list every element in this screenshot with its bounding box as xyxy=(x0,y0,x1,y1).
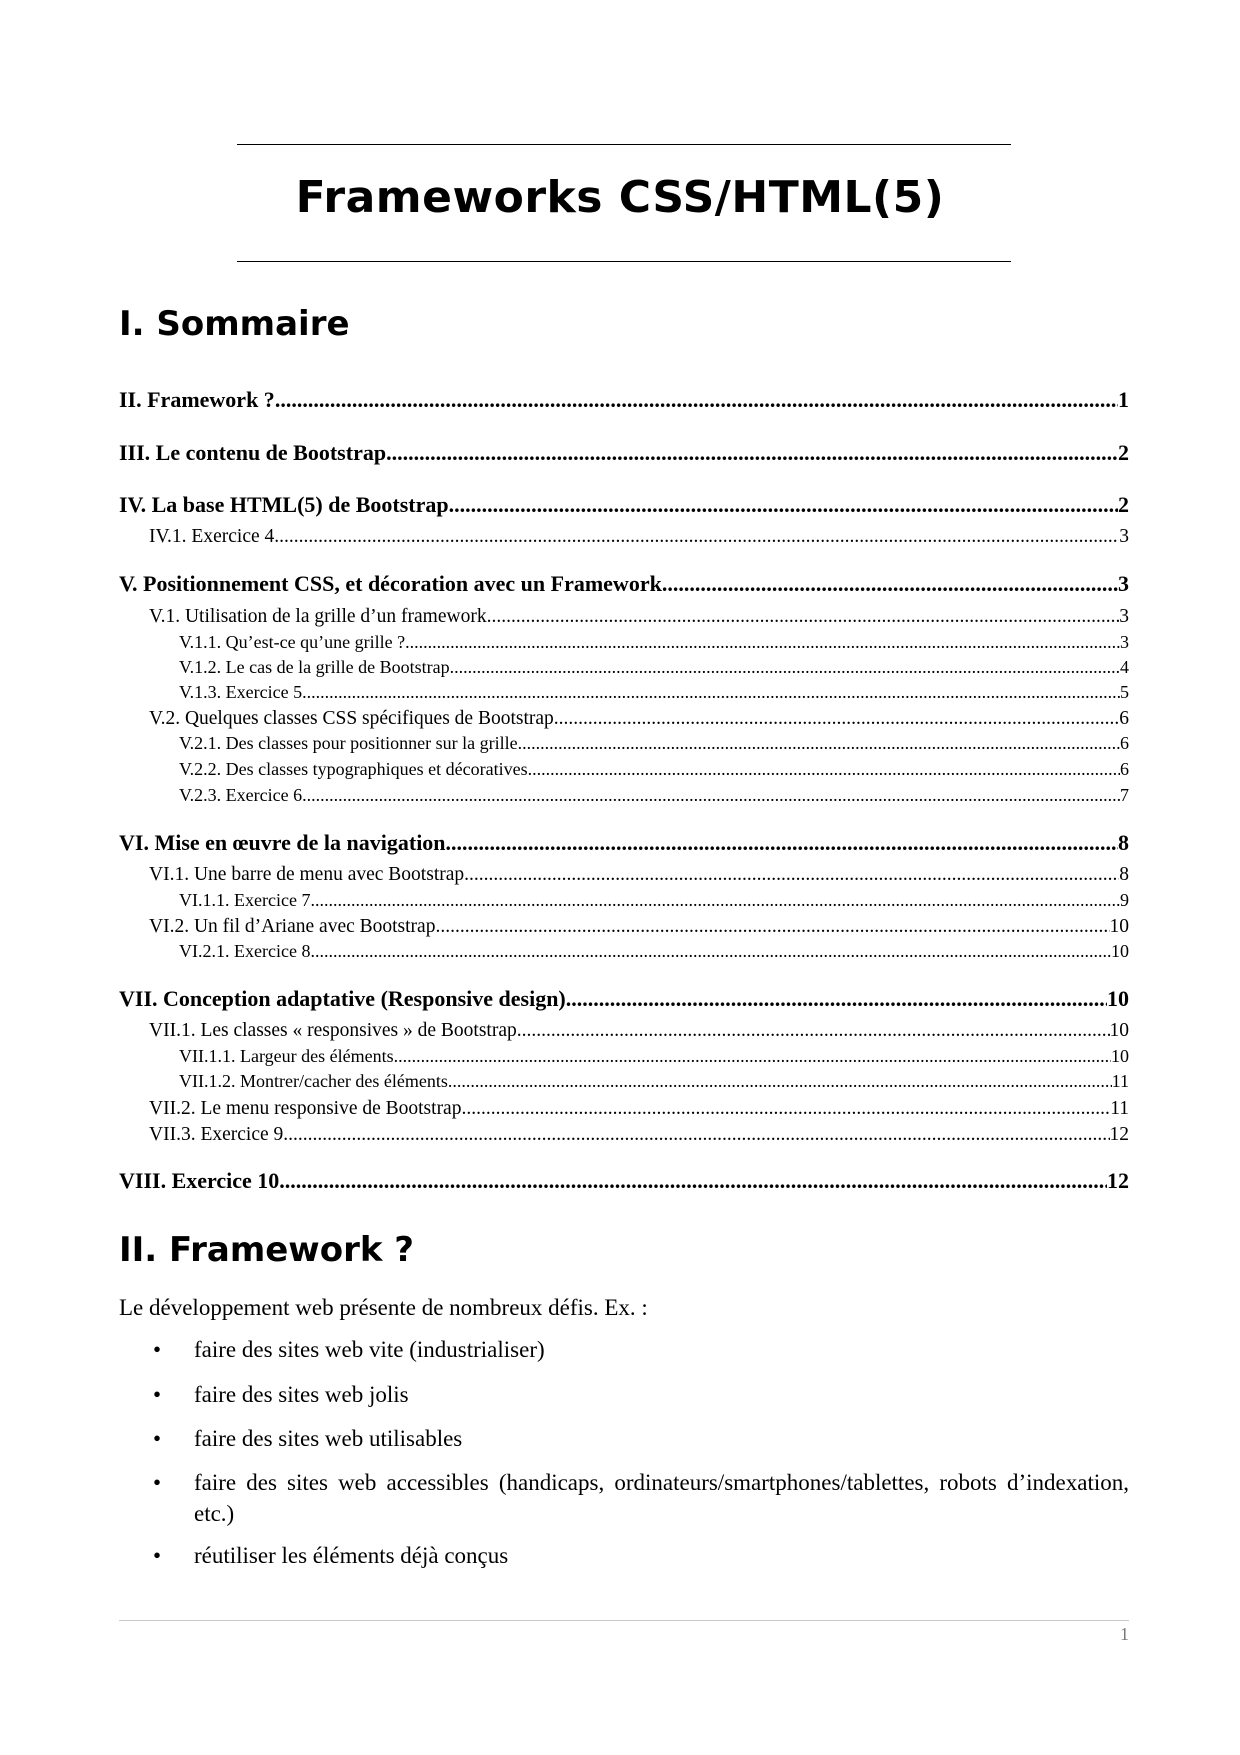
toc-entry-label: VII.2. Le menu responsive de Bootstrap xyxy=(149,1098,462,1119)
toc-entry-page: 8 xyxy=(1119,864,1129,885)
dot-leader xyxy=(274,526,1119,548)
toc-entry[interactable] xyxy=(179,941,1129,962)
toc-entry[interactable] xyxy=(119,1168,1129,1194)
toc-entry-page: 7 xyxy=(1120,785,1129,805)
toc-entry[interactable] xyxy=(149,864,1129,886)
toc-entry-label: V.2.1. Des classes pour positionner sur la grille xyxy=(179,733,518,753)
toc-entry-label: V.1. Utilisation de la grille d’un framework xyxy=(149,606,487,627)
dot-leader xyxy=(487,606,1120,628)
list-item xyxy=(153,1379,1129,1410)
dot-leader xyxy=(394,1046,1111,1067)
toc-entry-page: 11 xyxy=(1110,1098,1129,1119)
toc-entry-label: II. Framework ? xyxy=(119,387,275,412)
toc-entry-label: VIII. Exercice 10 xyxy=(119,1168,280,1193)
dot-leader xyxy=(448,1071,1112,1092)
dot-leader xyxy=(517,1020,1110,1042)
section-heading: II. Framework ? xyxy=(119,1230,415,1270)
toc-entry-page: 10 xyxy=(1111,941,1129,961)
list-item-text: faire des sites web jolis xyxy=(194,1382,409,1407)
toc-entry[interactable] xyxy=(179,890,1129,911)
toc-entry[interactable] xyxy=(119,830,1129,856)
toc-entry[interactable] xyxy=(119,986,1129,1012)
toc-entry-label: VI.1. Une barre de menu avec Bootstrap xyxy=(149,864,465,885)
toc-entry-page: 2 xyxy=(1118,492,1129,517)
document-title: Frameworks CSS/HTML(5) xyxy=(295,172,945,223)
toc-entry-page: 3 xyxy=(1120,632,1129,652)
toc-entry-label: IV.1. Exercice 4 xyxy=(149,526,275,547)
toc-heading: I. Sommaire xyxy=(119,304,350,344)
toc-entry-label: VII.1.1. Largeur des éléments xyxy=(179,1046,394,1066)
toc-entry-label: V.1.2. Le cas de la grille de Bootstrap xyxy=(179,657,450,677)
footer-divider xyxy=(119,1620,1129,1621)
list-item xyxy=(153,1334,1129,1365)
toc-entry[interactable] xyxy=(149,1098,1129,1120)
toc-entry-label: VII. Conception adaptative (Responsive design) xyxy=(119,986,566,1011)
toc-entry[interactable] xyxy=(149,916,1129,938)
toc-entry-page: 11 xyxy=(1111,1071,1129,1091)
toc-entry-label: VII.1.2. Montrer/cacher des éléments xyxy=(179,1071,448,1091)
dot-leader xyxy=(461,1098,1110,1120)
toc-entry-page: 1 xyxy=(1118,387,1129,412)
toc-entry[interactable] xyxy=(119,492,1129,518)
toc-entry-page: 6 xyxy=(1119,708,1129,729)
toc-entry-label: V.2.3. Exercice 6 xyxy=(179,785,303,805)
toc-entry-label: V.2. Quelques classes CSS spécifiques de Bootstrap xyxy=(149,708,554,729)
dot-leader xyxy=(275,387,1118,413)
list-item-text: faire des sites web accessibles (handicaps, ordinateurs/smartphones/tablettes, robots d’indexation, etc.) xyxy=(194,1470,1129,1526)
bullet-icon: • xyxy=(153,1337,162,1362)
dot-leader xyxy=(302,682,1120,703)
toc-entry[interactable] xyxy=(179,1071,1129,1092)
dot-leader xyxy=(310,890,1120,911)
dot-leader xyxy=(518,733,1120,754)
toc-entry[interactable] xyxy=(119,387,1129,413)
list-item xyxy=(153,1540,1129,1571)
toc-entry-label: V.1.3. Exercice 5 xyxy=(179,682,303,702)
intro-paragraph: Le développement web présente de nombreux défis. Ex. : xyxy=(119,1295,648,1320)
toc-entry-label: VI.1.1. Exercice 7 xyxy=(179,890,311,910)
toc-entry[interactable] xyxy=(179,632,1129,653)
dot-leader xyxy=(449,492,1118,518)
dot-leader xyxy=(446,830,1118,856)
toc-entry-page: 6 xyxy=(1120,759,1129,779)
dot-leader xyxy=(279,1168,1107,1194)
toc-entry-page: 8 xyxy=(1118,830,1129,855)
toc-entry-page: 10 xyxy=(1109,916,1129,937)
list-item xyxy=(153,1467,1129,1529)
toc-entry[interactable] xyxy=(149,606,1129,628)
toc-entry-label: III. Le contenu de Bootstrap xyxy=(119,440,387,465)
title-rule-bottom xyxy=(237,261,1011,262)
toc-entry[interactable] xyxy=(119,571,1129,597)
dot-leader xyxy=(302,785,1120,806)
dot-leader xyxy=(386,440,1118,466)
toc-entry-page: 2 xyxy=(1118,440,1129,465)
toc-entry[interactable] xyxy=(179,1046,1129,1067)
toc-entry[interactable] xyxy=(179,759,1129,780)
dot-leader xyxy=(662,571,1118,597)
bullet-icon: • xyxy=(153,1382,162,1407)
toc-entry[interactable] xyxy=(119,440,1129,466)
bullet-icon: • xyxy=(153,1426,162,1451)
toc-entry[interactable] xyxy=(179,733,1129,754)
toc-entry-page: 10 xyxy=(1111,1046,1129,1066)
toc-entry[interactable] xyxy=(179,657,1129,678)
toc-entry-page: 10 xyxy=(1109,1020,1129,1041)
bullet-icon: • xyxy=(153,1470,162,1495)
toc-entry-label: VI.2. Un fil d’Ariane avec Bootstrap xyxy=(149,916,436,937)
toc-entry-page: 12 xyxy=(1109,1124,1129,1145)
toc-entry-page: 3 xyxy=(1118,571,1129,596)
title-rule-top xyxy=(237,144,1011,145)
toc-entry[interactable] xyxy=(179,682,1129,703)
dot-leader xyxy=(464,864,1119,886)
toc-entry-page: 5 xyxy=(1120,682,1129,702)
toc-entry-page: 4 xyxy=(1120,657,1129,677)
dot-leader xyxy=(405,632,1120,653)
toc-entry-page: 3 xyxy=(1119,606,1129,627)
toc-entry-label: V.1.1. Qu’est-ce qu’une grille ? xyxy=(179,632,406,652)
dot-leader xyxy=(435,916,1109,938)
toc-entry-label: VI. Mise en œuvre de la navigation xyxy=(119,830,446,855)
bullet-icon: • xyxy=(153,1543,162,1568)
toc-entry[interactable] xyxy=(179,785,1129,806)
list-item-text: réutiliser les éléments déjà conçus xyxy=(194,1543,509,1568)
toc-entry-label: VII.3. Exercice 9 xyxy=(149,1124,284,1145)
toc-entry-label: V.2.2. Des classes typographiques et décoratives xyxy=(179,759,528,779)
toc-entry[interactable] xyxy=(149,1124,1129,1146)
toc-entry[interactable] xyxy=(149,708,1129,730)
toc-entry-page: 10 xyxy=(1107,986,1129,1011)
toc-entry-label: VII.1. Les classes « responsives » de Bootstrap xyxy=(149,1020,517,1041)
toc-entry-label: VI.2.1. Exercice 8 xyxy=(179,941,311,961)
toc-entry[interactable] xyxy=(149,526,1129,548)
toc-entry-page: 6 xyxy=(1120,733,1129,753)
toc-entry-label: V. Positionnement CSS, et décoration avec un Framework xyxy=(119,571,662,596)
toc-entry-label: IV. La base HTML(5) de Bootstrap xyxy=(119,492,449,517)
toc-entry[interactable] xyxy=(149,1020,1129,1042)
dot-leader xyxy=(528,759,1120,780)
dot-leader xyxy=(554,708,1119,730)
dot-leader xyxy=(310,941,1111,962)
dot-leader xyxy=(566,986,1107,1012)
dot-leader xyxy=(450,657,1120,678)
list-item-text: faire des sites web utilisables xyxy=(194,1426,463,1451)
toc-entry-page: 3 xyxy=(1119,526,1129,547)
page-number: 1 xyxy=(1120,1624,1129,1644)
toc-entry-page: 9 xyxy=(1120,890,1129,910)
toc-entry-page: 12 xyxy=(1107,1168,1129,1193)
dot-leader xyxy=(283,1124,1109,1146)
list-item-text: faire des sites web vite (industrialiser) xyxy=(194,1337,545,1362)
list-item xyxy=(153,1423,1129,1454)
